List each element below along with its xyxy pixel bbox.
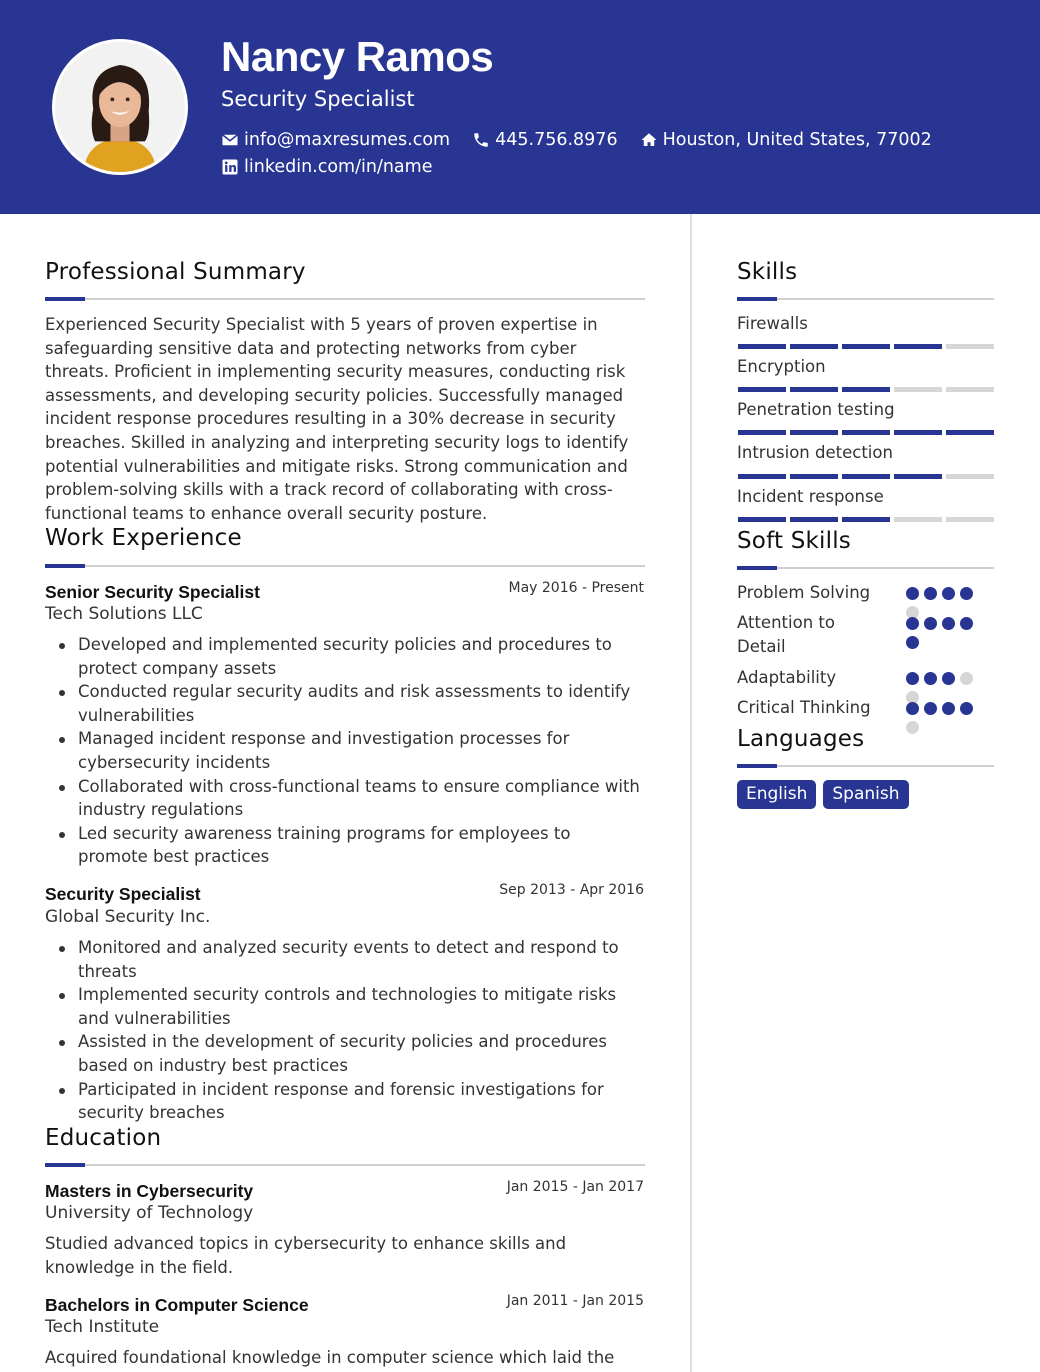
job-bullets (45, 633, 645, 869)
home-icon (640, 131, 658, 149)
rating-dot (960, 672, 973, 685)
education-heading: Education (45, 1125, 162, 1151)
soft-skill-name: Critical Thinking (737, 698, 871, 717)
skill-level-segment (842, 474, 890, 479)
resume-header (0, 0, 1040, 214)
profile-photo (52, 39, 188, 175)
skill-level-segment (738, 430, 786, 435)
rating-dot (906, 636, 919, 649)
skill-level-segment (894, 344, 942, 349)
degree-title: Masters in Cybersecurity (45, 1181, 254, 1201)
job-company: Tech Solutions LLC (45, 604, 203, 624)
skill-level-bar (738, 344, 994, 349)
list-item: Led security awareness training programs for employees to promote best practices (45, 822, 645, 869)
education-rule (45, 1164, 645, 1166)
list-item: Assisted in the development of security policies and procedures based on industry best practices (45, 1030, 645, 1077)
skills-heading: Skills (737, 259, 798, 285)
rating-dot (960, 617, 973, 630)
skill-level-segment (842, 344, 890, 349)
linkedin-text: linkedin.com/in/name (244, 157, 433, 177)
skill-name: Penetration testing (737, 400, 895, 419)
person-avatar-icon (55, 42, 185, 172)
degree-description: Studied advanced topics in cybersecurity to enhance skills and knowledge in the field. (45, 1234, 567, 1277)
skill-level-segment (790, 517, 838, 522)
job-bullets (45, 936, 645, 1125)
skill-level-segment (842, 387, 890, 392)
summary-rule (45, 298, 645, 300)
rating-dot (906, 702, 919, 715)
skill-level-bar (738, 430, 994, 435)
skill-level-segment (790, 387, 838, 392)
phone-icon (472, 131, 490, 149)
soft-skill-name: Adaptability (737, 668, 837, 687)
skill-level-segment (738, 517, 786, 522)
skill-level-segment (790, 474, 838, 479)
list-item: Conducted regular security audits and risk assessments to identify vulnerabilities (45, 680, 645, 727)
skill-name: Intrusion detection (737, 443, 893, 462)
rating-dot (906, 587, 919, 600)
language-tag: English (737, 780, 816, 809)
job-company: Global Security Inc. (45, 907, 211, 927)
list-item: Participated in incident response and forensic investigations for security breaches (45, 1078, 645, 1125)
skill-level-segment (894, 430, 942, 435)
language-tags (737, 780, 909, 809)
soft-skill-rating (906, 587, 980, 619)
contact-location (640, 130, 932, 150)
degree-dates: Jan 2011 - Jan 2015 (506, 1293, 644, 1309)
skill-level-segment (842, 517, 890, 522)
soft-skill-name: Problem Solving (737, 583, 871, 602)
rating-dot (906, 617, 919, 630)
rating-dot (942, 702, 955, 715)
rating-dot (924, 617, 937, 630)
skill-level-segment (894, 474, 942, 479)
experience-heading: Work Experience (45, 525, 242, 551)
envelope-icon (221, 131, 239, 149)
languages-rule (737, 765, 994, 767)
skill-level-segment (894, 387, 942, 392)
degree-dates: Jan 2015 - Jan 2017 (506, 1179, 644, 1195)
soft-skills-heading: Soft Skills (737, 528, 851, 554)
degree-title: Bachelors in Computer Science (45, 1295, 309, 1315)
rating-dot (960, 587, 973, 600)
languages-heading: Languages (737, 726, 865, 752)
linkedin-icon (221, 158, 239, 176)
candidate-title: Security Specialist (221, 87, 415, 111)
job-title: Security Specialist (45, 884, 201, 904)
contact-email[interactable] (221, 130, 450, 150)
skill-level-segment (946, 430, 994, 435)
contact-linkedin[interactable] (221, 157, 432, 177)
skill-level-segment (790, 430, 838, 435)
list-item: Managed incident response and investigation processes for cybersecurity incidents (45, 727, 645, 774)
location-text: Houston, United States, 77002 (662, 130, 932, 150)
skill-level-segment (946, 517, 994, 522)
degree-description: Acquired foundational knowledge in computer science which laid the (45, 1348, 615, 1367)
skill-level-segment (842, 430, 890, 435)
rating-dot (942, 587, 955, 600)
skill-level-segment (946, 344, 994, 349)
list-item: Monitored and analyzed security events to detect and respond to threats (45, 936, 645, 983)
skill-level-bar (738, 517, 994, 522)
rating-dot (924, 672, 937, 685)
experience-rule (45, 565, 645, 567)
skill-level-segment (894, 517, 942, 522)
rating-dot (960, 702, 973, 715)
rating-dot (924, 587, 937, 600)
rating-dot (942, 617, 955, 630)
list-item: Implemented security controls and technologies to mitigate risks and vulnerabilities (45, 983, 645, 1030)
skill-level-bar (738, 387, 994, 392)
rating-dot (906, 721, 919, 734)
contact-phone[interactable] (472, 130, 617, 150)
skill-name: Encryption (737, 357, 826, 376)
soft-skill-rating (906, 702, 980, 734)
school-name: Tech Institute (45, 1317, 160, 1337)
rating-dot (924, 702, 937, 715)
skill-level-segment (790, 344, 838, 349)
column-divider (690, 214, 692, 1372)
skill-level-segment (946, 387, 994, 392)
soft-skill-rating (906, 672, 980, 704)
skill-name: Incident response (737, 487, 884, 506)
skills-rule (737, 298, 994, 300)
summary-heading: Professional Summary (45, 259, 306, 285)
job-title: Senior Security Specialist (45, 582, 260, 602)
job-dates: May 2016 - Present (508, 580, 644, 596)
job-dates: Sep 2013 - Apr 2016 (499, 882, 644, 898)
email-text: info@maxresumes.com (244, 130, 451, 150)
rating-dot (942, 672, 955, 685)
list-item: Collaborated with cross-functional teams to ensure compliance with industry regulations (45, 775, 645, 822)
contact-row-secondary (221, 157, 454, 177)
rating-dot (906, 672, 919, 685)
list-item: Developed and implemented security policies and procedures to protect company assets (45, 633, 645, 680)
skill-level-segment (738, 474, 786, 479)
skill-level-bar (738, 474, 994, 479)
skill-level-segment (738, 387, 786, 392)
candidate-name: Nancy Ramos (221, 33, 494, 80)
soft-skills-rule (737, 567, 994, 569)
contact-row (221, 130, 954, 150)
soft-skill-name: Attention to Detail (737, 613, 835, 656)
soft-skill-rating (906, 617, 980, 649)
school-name: University of Technology (45, 1203, 254, 1223)
phone-text: 445.756.8976 (495, 130, 618, 150)
skill-level-segment (738, 344, 786, 349)
summary-text: Experienced Security Specialist with 5 years of proven expertise in safeguarding sensitive data and protecting networks from cyber threats. Proficient in implementing security measures, conducting risk assessments, and developing security policies. Successfully managed incident response procedures resulting in a 30% decrease in security breaches. Skilled in analyzing and interpreting security logs to identify potential vulnerabilities and mitigate risks. Strong communication and problem-solving skills with a track record of collaborating with cross-functional teams to enhance overall security posture. (45, 315, 629, 523)
skill-level-segment (946, 474, 994, 479)
language-tag: Spanish (823, 780, 908, 809)
skill-name: Firewalls (737, 314, 808, 333)
